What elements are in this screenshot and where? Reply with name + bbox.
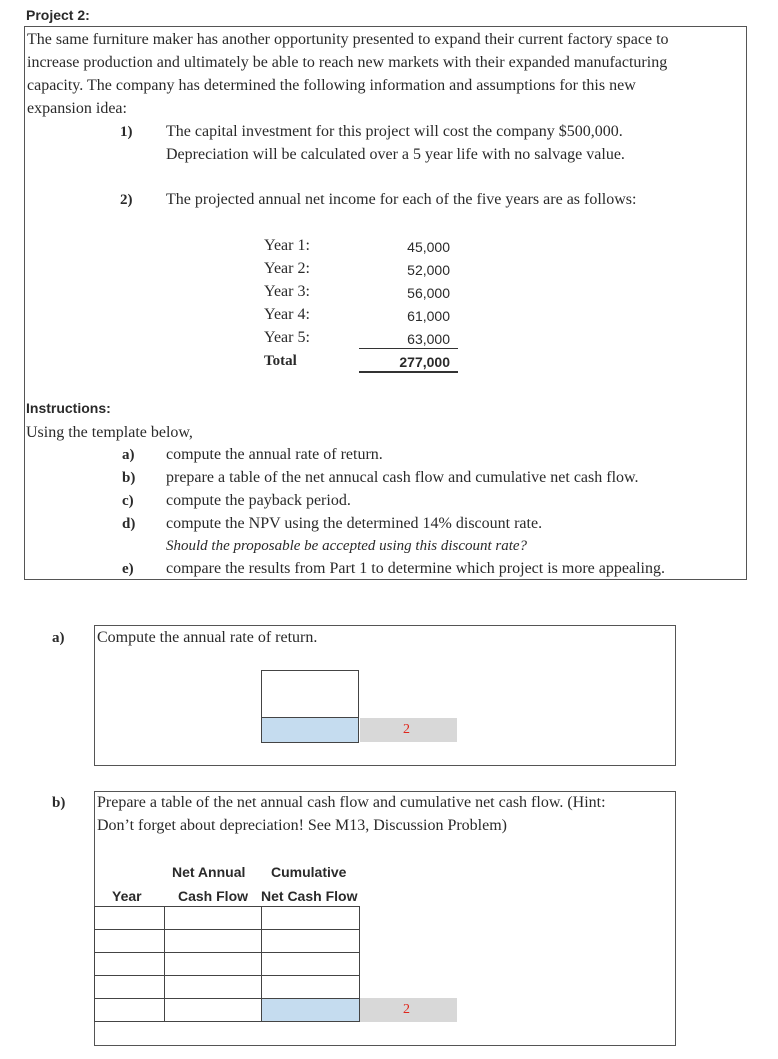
instruction-d-text: compute the NPV using the determined 14% discount rate. — [166, 515, 543, 532]
table-cell[interactable] — [94, 929, 165, 953]
col-header-cumulative-1: Cumulative — [271, 864, 347, 880]
item-1-line-1: The capital investment for this project will cost the company $500,000. — [166, 123, 623, 140]
instruction-c-letter: c) — [122, 493, 134, 509]
income-year-4-value: 61,000 — [407, 308, 450, 324]
income-year-4-label: Year 4: — [264, 306, 310, 323]
cumulative-answer-cell[interactable] — [261, 998, 360, 1022]
instructions-lead: Using the template below, — [26, 424, 193, 441]
table-cell[interactable] — [164, 952, 262, 976]
item-2-number: 2) — [120, 192, 133, 208]
instruction-b-text: prepare a table of the net annucal cash flow and cumulative net cash flow. — [166, 469, 639, 486]
income-year-2-value: 52,000 — [407, 262, 450, 278]
cash-flow-table — [94, 906, 360, 1022]
income-year-5-value: 63,000 — [407, 331, 450, 347]
income-year-2-label: Year 2: — [264, 260, 310, 277]
income-year-5-label: Year 5: — [264, 329, 310, 346]
table-cell[interactable] — [94, 906, 165, 930]
instruction-a-text: compute the annual rate of return. — [166, 446, 383, 463]
intro-line-3: capacity. The company has determined the following information and assumptions for this new — [27, 77, 636, 94]
item-1-line-2: Depreciation will be calculated over a 5 year life with no salvage value. — [166, 146, 625, 163]
instruction-d-letter: d) — [122, 516, 136, 532]
table-cell[interactable] — [261, 975, 360, 999]
income-year-1-label: Year 1: — [264, 237, 310, 254]
income-year-1-value: 45,000 — [407, 239, 450, 255]
income-subtotal-rule — [359, 348, 458, 349]
intro-line-4: expansion idea: — [27, 100, 127, 117]
col-header-year: Year — [112, 888, 142, 904]
instructions-heading: Instructions: — [26, 400, 111, 416]
table-cell[interactable] — [261, 952, 360, 976]
part-b-prompt-line-1: Prepare a table of the net annual cash flow and cumulative net cash flow. (Hint: — [97, 794, 606, 811]
instruction-a-letter: a) — [122, 447, 135, 463]
part-b-prompt-line-2: Don’t forget about depreciation! See M13, Discussion Problem) — [97, 817, 507, 834]
table-cell[interactable] — [261, 929, 360, 953]
part-a-letter: a) — [52, 630, 65, 646]
part-a-prompt: Compute the annual rate of return. — [97, 629, 318, 646]
table-cell[interactable] — [164, 929, 262, 953]
income-total-label: Total — [264, 353, 297, 369]
table-cell[interactable] — [94, 975, 165, 999]
col-header-net-annual-1: Net Annual — [172, 864, 246, 880]
instruction-e-letter: e) — [122, 561, 134, 577]
item-2-line-1: The projected annual net income for each of the five years are as follows: — [166, 191, 637, 208]
table-cell[interactable] — [164, 906, 262, 930]
table-cell[interactable] — [261, 906, 360, 930]
instruction-d-question: Should the proposable be accepted using this discount rate? — [166, 538, 528, 554]
table-cell[interactable] — [94, 952, 165, 976]
col-header-cumulative-2: Net Cash Flow — [261, 888, 358, 904]
intro-line-2: increase production and ultimately be able to reach new markets with their expanded manufacturing — [27, 54, 668, 71]
part-a-marker: 2 — [403, 722, 410, 737]
instruction-e-text: compare the results from Part 1 to determine which project is more appealing. — [166, 560, 665, 577]
income-total-value: 277,000 — [399, 354, 450, 370]
part-b-letter: b) — [52, 795, 66, 811]
item-1-number: 1) — [120, 124, 133, 140]
instruction-b-letter: b) — [122, 470, 136, 486]
income-year-3-value: 56,000 — [407, 285, 450, 301]
table-cell[interactable] — [164, 998, 262, 1022]
instruction-c-text: compute the payback period. — [166, 492, 351, 509]
part-a-answer-cell[interactable] — [261, 717, 359, 743]
income-year-3-label: Year 3: — [264, 283, 310, 300]
table-cell[interactable] — [94, 998, 165, 1022]
project-title: Project 2: — [26, 7, 90, 23]
income-total-rule — [359, 371, 458, 373]
intro-line-1: The same furniture maker has another opportunity presented to expand their current factory space to — [27, 31, 669, 48]
table-cell[interactable] — [164, 975, 262, 999]
part-b-marker: 2 — [403, 1002, 410, 1017]
part-a-work-cell[interactable] — [261, 670, 359, 718]
col-header-net-annual-2: Cash Flow — [178, 888, 249, 904]
